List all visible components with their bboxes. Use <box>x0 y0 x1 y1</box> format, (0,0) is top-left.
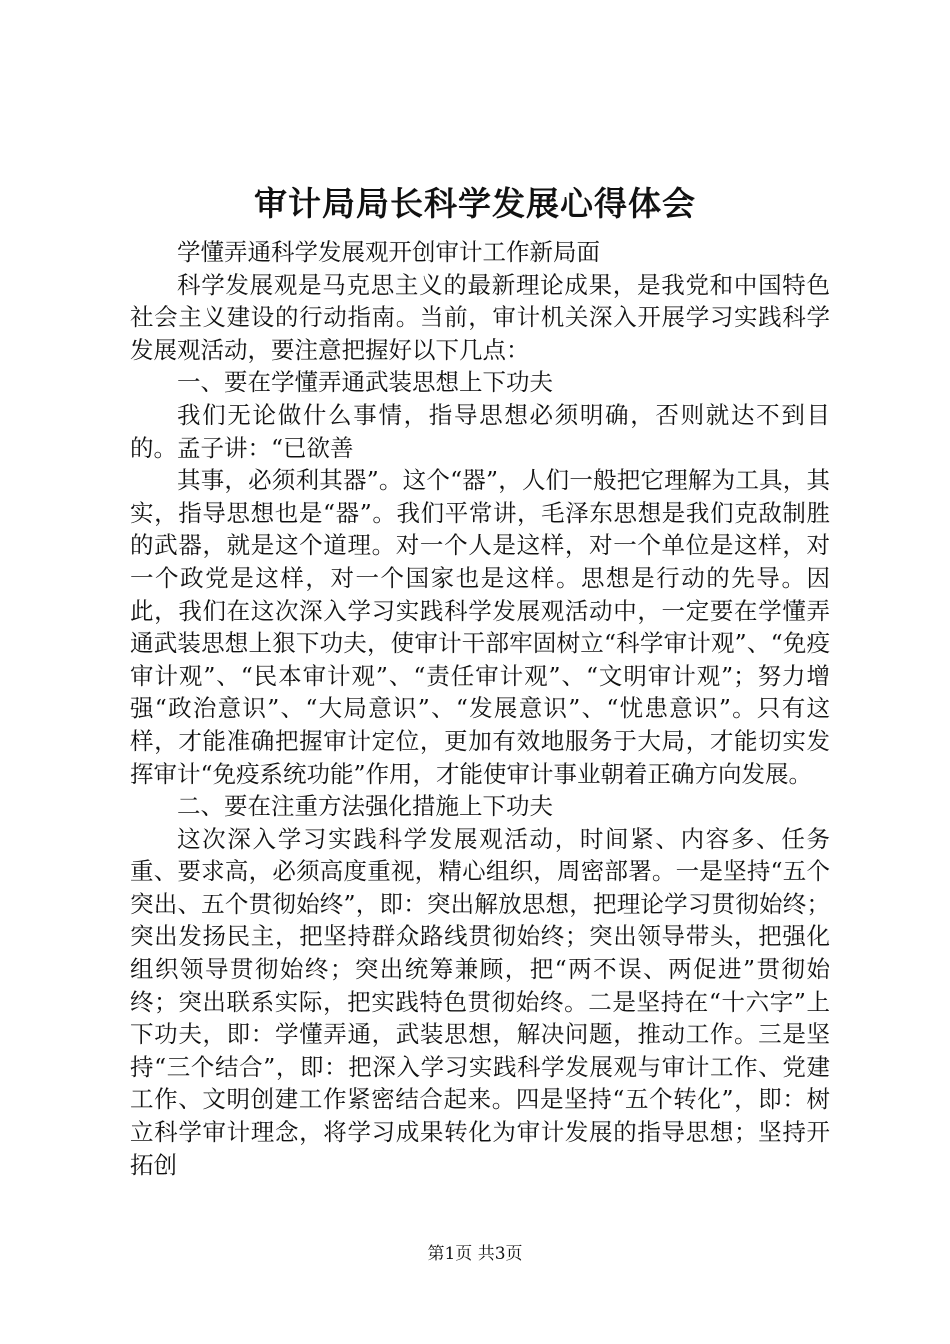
section-heading: 一、要在学懂弄通武装思想上下功夫 <box>177 368 553 397</box>
document-title: 审计局局长科学发展心得体会 <box>254 184 696 223</box>
body-paragraph: 我们无论做什么事情，指导思想必须明确，否则就达不到目的。孟子讲：“已欲善 <box>130 400 830 462</box>
page-number-footer: 第1页 共3页 <box>427 1244 523 1264</box>
body-paragraph: 其事，必须利其器”。这个“器”，人们一般把它理解为工具，其实，指导思想也是“器”。我们平常讲，毛泽东思想是我们克敌制胜的武器，就是这个道理。对一个人是这样，对一个单位是这样，对一个政党是这样，对一个国家也是这样。思想是行动的先导。因此，我们在这次深入学习实践科学发展观活动中，一定要在学懂弄通武装思想上狠下功夫，使审计干部牢固树立“科学审计观”、“免疫审计观”、“民本审计观”、“责任审计观”、“文明审计观”；努力增强“政治意识”、“大局意识”、“发展意识”、“忧患意识”。只有这样，才能准确把握审计定位，更加有效地服务于大局，才能切实发挥审计“免疫系统功能”作用，才能使审计事业朝着正确方向发展。 <box>130 466 830 788</box>
body-paragraph: 科学发展观是马克思主义的最新理论成果，是我党和中国特色社会主义建设的行动指南。当前，审计机关深入开展学习实践科学发展观活动，要注意把握好以下几点： <box>130 270 830 364</box>
subtitle-paragraph: 学懂弄通科学发展观开创审计工作新局面 <box>177 238 600 266</box>
section-heading: 二、要在注重方法强化措施上下功夫 <box>177 792 553 821</box>
document-body <box>130 236 830 1181</box>
body-paragraph: 这次深入学习实践科学发展观活动，时间紧、内容多、任务重、要求高，必须高度重视，精心组织，周密部署。一是坚持“五个突出、五个贯彻始终”，即：突出解放思想，把理论学习贯彻始终；突出发扬民主，把坚持群众路线贯彻始终；突出领导带头，把强化组织领导贯彻始终；突出统筹兼顾，把“两不误、两促进”贯彻始终；突出联系实际，把实践特色贯彻始终。二是坚持在“十六字”上下功夫，即：学懂弄通，武装思想，解决问题，推动工作。三是坚持“三个结合”，即：把深入学习实践科学发展观与审计工作、党建工作、文明创建工作紧密结合起来。四是坚持“五个转化”，即：树立科学审计理念，将学习成果转化为审计发展的指导思想；坚持开拓创 <box>130 824 830 1179</box>
